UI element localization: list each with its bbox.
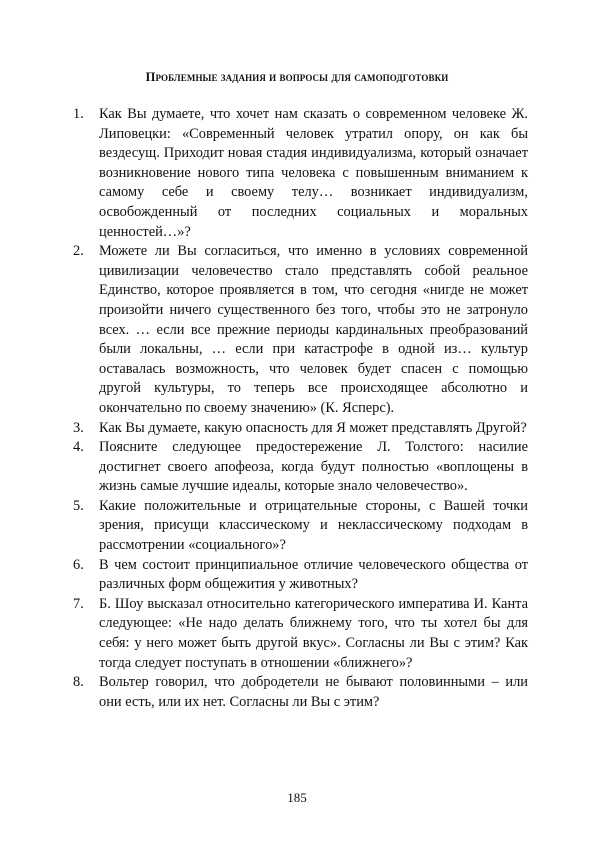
page-heading: Проблемные задания и вопросы для самоподготовки [145, 70, 449, 84]
question-item [73, 673, 528, 712]
question-text: Какие положительные и отрицательные стороны, с Вашей точки зрения, присущи классическому и неклассическому подходам в рассмотрении «социального»? [99, 497, 528, 554]
question-item [73, 242, 528, 418]
question-number: 8. [73, 674, 84, 691]
question-item [73, 497, 528, 556]
question-text: Б. Шоу высказал относительно категорического императива И. Канта следующее: «Не надо делать ближнему того, что ты хотел бы для себя: у него может быть другой вкус». Согласны ли Вы с этим? Как тогда следует поступать в отношении «ближнего»? [99, 595, 528, 671]
question-item [73, 438, 528, 497]
question-item [73, 105, 528, 242]
question-number: 6. [73, 556, 84, 573]
question-item [73, 595, 528, 673]
question-text: В чем состоит принципиальное отличие человеческого общества от различных форм общежития у животных? [99, 556, 528, 593]
question-number: 1. [73, 106, 84, 122]
question-number: 7. [73, 595, 84, 612]
question-number: 5. [73, 497, 84, 514]
question-text: Вольтер говорил, что добродетели не бывают половинными – или они есть, или их нет. Согласны ли Вы с этим? [99, 674, 528, 710]
question-text: Можете ли Вы согласиться, что именно в условиях современной цивилизации человечество стало представлять собой реальное Единство, которое проявляется в том, что сегодня «нигде не может произойти ничего существенного без того, чтобы это не затронуло всех. … если все прежние периоды кардинальных преобразований были локальны, … если при катастрофе в одной из… культур оставалась возможность, что человек будет спасен с помощью другой культуры, то теперь все происходящее абсолютно и окончательно по своему значению» (К. Ясперс). [99, 243, 528, 416]
question-item [73, 419, 528, 439]
question-text: Поясните следующее предостережение Л. Толстого: насилие достигнет своего апофеоза, когда будут полностью «воплощены в жизнь самые лучшие идеалы, которые знало человечество». [99, 439, 528, 495]
question-number: 4. [73, 439, 84, 456]
question-text: Как Вы думаете, какую опасность для Я может представлять Другой? [99, 419, 527, 436]
questions-list [73, 105, 528, 712]
question-number: 3. [73, 419, 84, 436]
question-number: 2. [73, 243, 84, 260]
question-item [73, 556, 528, 595]
page-number: 185 [287, 790, 307, 805]
question-text: Как Вы думаете, что хочет нам сказать о современном человеке Ж. Липовецки: «Современный человек утратил опору, он как бы вездесущ. Приходит новая стадия индивидуализма, который означает возникновение нового типа человека с повышенным вниманием к самому себе и своему телу… возникает индивидуализм, освобожденный от последних социальных и моральных ценностей…»? [99, 106, 528, 240]
